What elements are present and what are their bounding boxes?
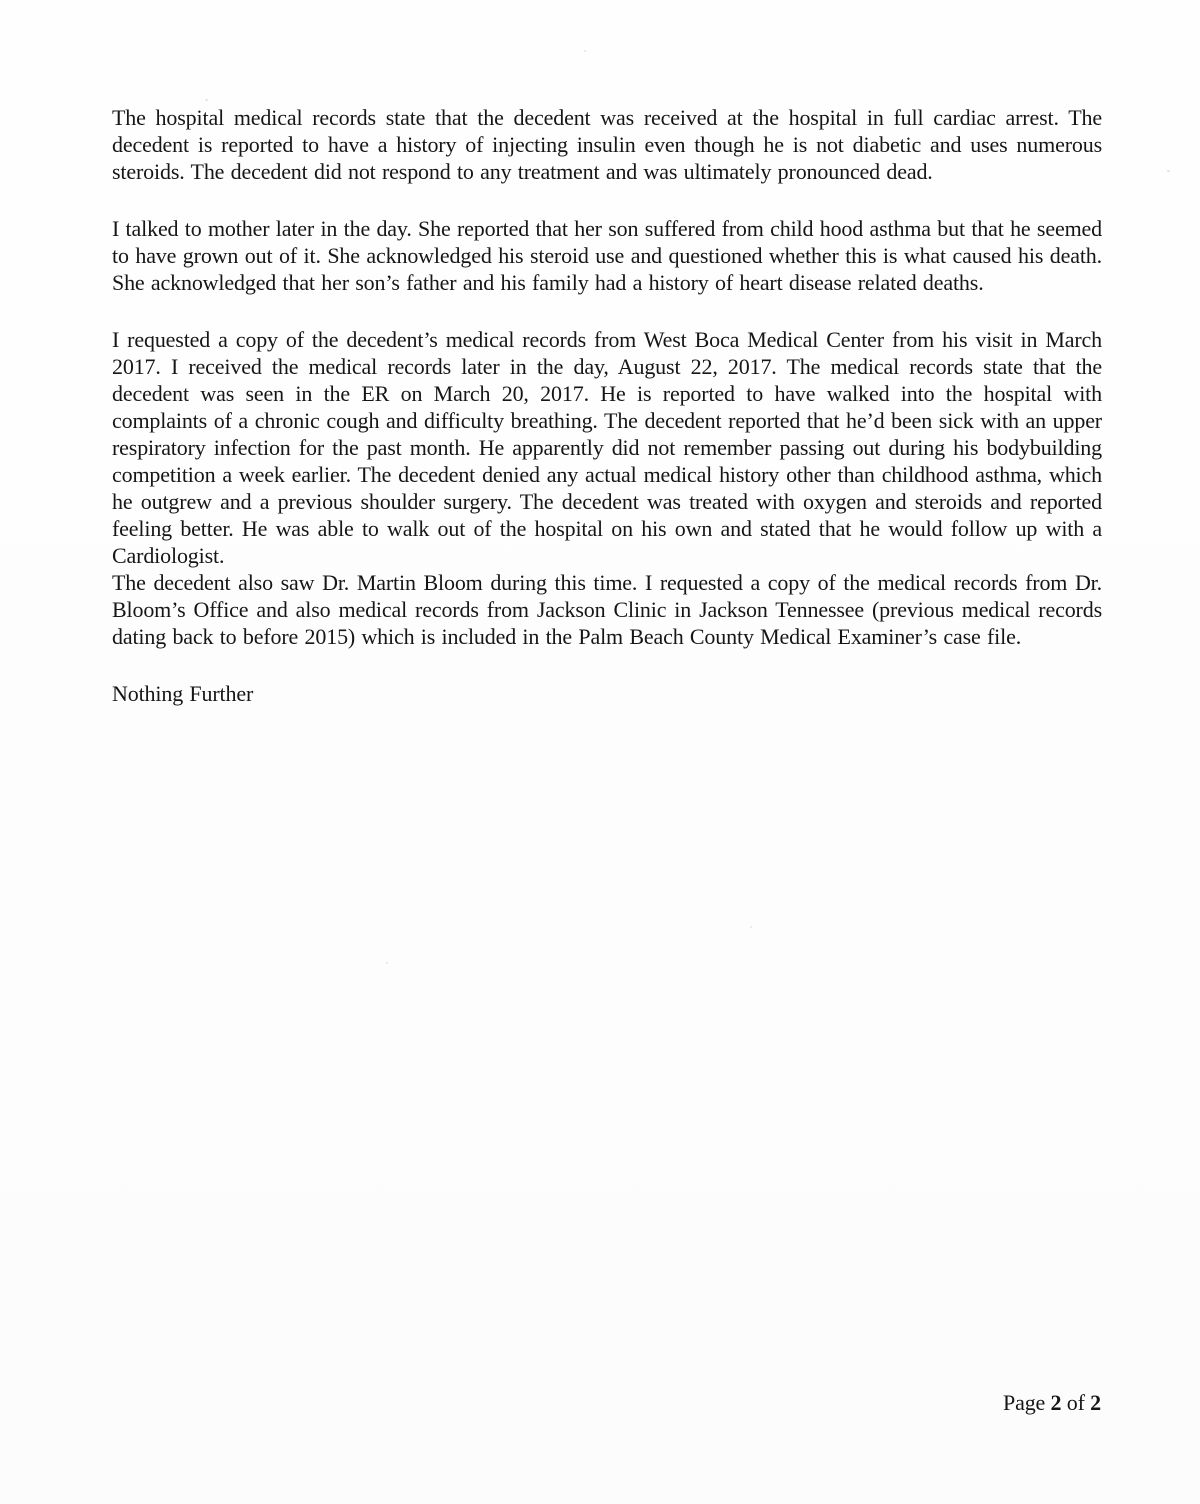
document-body	[112, 104, 1102, 737]
paragraph-mother-interview: I talked to mother later in the day. She reported that her son suffered from child hood asthma but that he seemed to have grown out of it. She acknowledged his steroid use and questioned whether this is what caused his death. She acknowledged that her son’s father and his family had a history of heart disease related deaths.	[112, 216, 1102, 295]
scan-speck	[386, 962, 388, 964]
scan-speck	[1167, 170, 1170, 172]
scan-speck	[750, 926, 752, 928]
footer-of-word: of	[1066, 1390, 1085, 1415]
footer-current-page: 2	[1050, 1390, 1062, 1415]
closing-statement: Nothing Further	[112, 681, 254, 706]
paragraph-medical-records-request: I requested a copy of the decedent’s medical records from West Boca Medical Center from his visit in March 2017. I received the medical records later in the day, August 22, 2017. The medical records state that the decedent was seen in the ER on March 20, 2017. He is reported to have walked into the hospital with complaints of a chronic cough and difficulty breathing. The decedent reported that he’d been sick with an upper respiratory infection for the past month. He apparently did not remember passing out during his bodybuilding competition a week earlier. The decedent denied any actual medical history other than childhood asthma, which he outgrew and a previous shoulder surgery. The decedent was treated with oxygen and steroids and reported feeling better. He was able to walk out of the hospital on his own and stated that he would follow up with a Cardiologist.	[112, 327, 1102, 568]
page-number-footer	[1003, 1390, 1101, 1416]
scan-speck	[584, 50, 586, 52]
footer-total-pages: 2	[1090, 1390, 1101, 1415]
paragraph-dr-bloom: The decedent also saw Dr. Martin Bloom during this time. I requested a copy of the medical records from Dr. Bloom’s Office and also medical records from Jackson Clinic in Jackson Tennessee (previous medical records dating back to before 2015) which is included in the Palm Beach County Medical Examiner’s case file.	[112, 570, 1102, 649]
paragraph-hospital-records: The hospital medical records state that the decedent was received at the hospital in full cardiac arrest. The decedent is reported to have a history of injecting insulin even though he is not diabetic and uses numerous steroids. The decedent did not respond to any treatment and was ultimately pronounced dead.	[112, 105, 1102, 184]
footer-page-word: Page	[1003, 1390, 1046, 1415]
scan-speck	[205, 99, 208, 101]
